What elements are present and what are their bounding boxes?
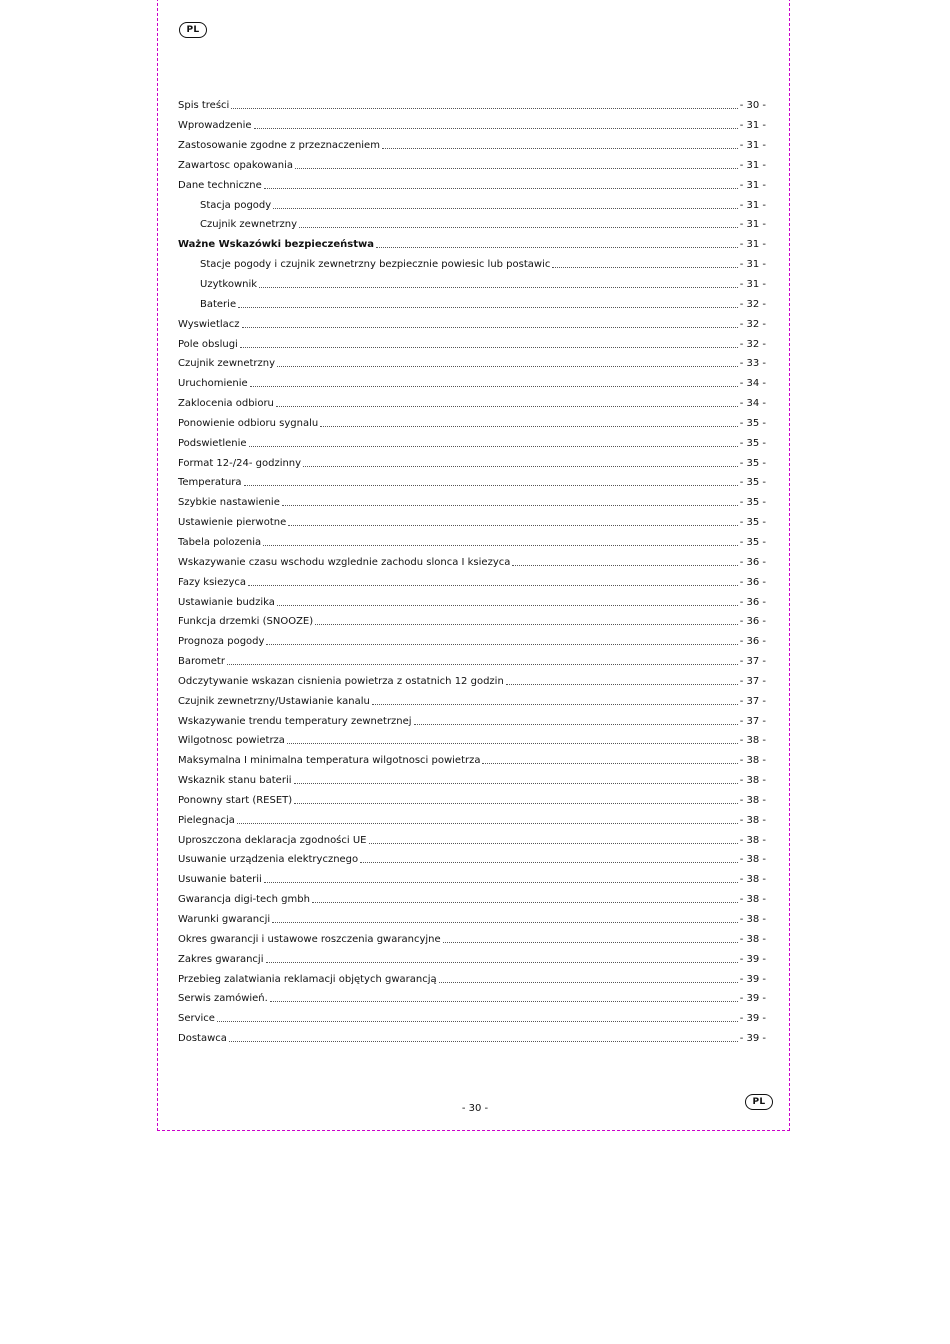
toc-entry-page: - 31 - xyxy=(739,120,766,132)
toc-entry-page: - 37 - xyxy=(739,715,766,727)
toc-dot-leader xyxy=(303,466,738,467)
toc-dot-leader xyxy=(249,446,738,447)
toc-entry-title: Wyswietlacz xyxy=(178,318,240,330)
toc-entry-page: - 31 - xyxy=(739,219,766,231)
toc-dot-leader xyxy=(250,386,738,387)
toc-entry-title: Serwis zamówień. xyxy=(178,993,268,1005)
toc-entry-page: - 35 - xyxy=(739,417,766,429)
toc-entry-title: Baterie xyxy=(200,298,237,310)
toc-entry-title: Wskazywanie trendu temperatury zewnetrznej xyxy=(178,715,412,727)
toc-entry[interactable] xyxy=(178,671,766,691)
toc-dot-leader xyxy=(287,743,738,744)
toc-entry-page: - 31 - xyxy=(739,279,766,291)
toc-entry[interactable] xyxy=(178,612,766,632)
toc-entry[interactable] xyxy=(178,711,766,731)
toc-entry[interactable] xyxy=(178,96,766,116)
toc-entry-title: Podswietlenie xyxy=(178,437,247,449)
toc-dot-leader xyxy=(263,545,738,546)
toc-entry[interactable] xyxy=(178,1029,766,1049)
toc-entry-title: Usuwanie baterii xyxy=(178,874,262,886)
toc-entry[interactable] xyxy=(178,156,766,176)
toc-entry-page: - 31 - xyxy=(739,259,766,271)
toc-entry-title: Prognoza pogody xyxy=(178,636,265,648)
toc-entry-page: - 39 - xyxy=(739,1033,766,1045)
toc-entry-title: Pole obslugi xyxy=(178,338,238,350)
toc-dot-leader xyxy=(315,624,738,625)
toc-dot-leader xyxy=(512,565,737,566)
toc-dot-leader xyxy=(360,862,738,863)
toc-entry[interactable] xyxy=(178,394,766,414)
toc-entry-title: Tabela polozenia xyxy=(178,536,262,548)
toc-entry-title: Wskaznik stanu baterii xyxy=(178,775,292,787)
toc-entry-page: - 33 - xyxy=(739,358,766,370)
toc-dot-leader xyxy=(482,763,737,764)
toc-entry-title: Temperatura xyxy=(178,477,242,489)
toc-dot-leader xyxy=(376,247,738,248)
toc-entry-page: - 38 - xyxy=(739,794,766,806)
toc-entry-title: Warunki gwarancji xyxy=(178,914,271,926)
toc-entry-title: Spis treści xyxy=(178,100,230,112)
toc-dot-leader xyxy=(320,426,737,427)
toc-dot-leader xyxy=(369,843,738,844)
toc-entry-page: - 32 - xyxy=(739,318,766,330)
toc-entry-page: - 36 - xyxy=(739,616,766,628)
toc-entry[interactable] xyxy=(178,850,766,870)
toc-entry-title: Okres gwarancji i ustawowe roszczenia gwarancyjne xyxy=(178,933,441,945)
toc-dot-leader xyxy=(443,942,738,943)
toc-entry-title: Dane techniczne xyxy=(178,179,262,191)
toc-dot-leader xyxy=(242,327,738,328)
toc-entry-page: - 38 - xyxy=(739,933,766,945)
toc-entry[interactable] xyxy=(178,969,766,989)
toc-dot-leader xyxy=(295,168,738,169)
toc-dot-leader xyxy=(282,505,738,506)
toc-dot-leader xyxy=(372,704,738,705)
toc-entry-page: - 38 - xyxy=(739,814,766,826)
toc-entry[interactable] xyxy=(178,592,766,612)
toc-dot-leader xyxy=(272,922,737,923)
toc-entry-page: - 32 - xyxy=(739,338,766,350)
toc-entry-page: - 37 - xyxy=(739,695,766,707)
toc-entry-page: - 39 - xyxy=(739,953,766,965)
toc-entry-title: Zaklocenia odbioru xyxy=(178,398,274,410)
toc-dot-leader xyxy=(552,267,737,268)
toc-entry-page: - 31 - xyxy=(739,199,766,211)
toc-entry[interactable] xyxy=(178,473,766,493)
toc-entry-page: - 32 - xyxy=(739,298,766,310)
toc-entry[interactable] xyxy=(178,1009,766,1029)
toc-entry-title: Gwarancja digi-tech gmbh xyxy=(178,894,310,906)
toc-entry-page: - 36 - xyxy=(739,636,766,648)
toc-entry-title: Service xyxy=(178,1013,215,1025)
toc-entry[interactable] xyxy=(178,572,766,592)
toc-entry-title: Zastosowanie zgodne z przeznaczeniem xyxy=(178,140,380,152)
toc-entry[interactable] xyxy=(178,255,766,275)
toc-entry-title: Barometr xyxy=(178,656,225,668)
toc-entry-page: - 38 - xyxy=(739,775,766,787)
toc-entry[interactable] xyxy=(178,374,766,394)
toc-dot-leader xyxy=(264,882,738,883)
toc-dot-leader xyxy=(312,902,738,903)
toc-entry[interactable] xyxy=(178,810,766,830)
toc-dot-leader xyxy=(382,148,738,149)
toc-dot-leader xyxy=(276,406,738,407)
table-of-contents xyxy=(178,96,766,1049)
toc-entry-page: - 36 - xyxy=(739,556,766,568)
toc-entry-title: Zakres gwarancji xyxy=(178,953,264,965)
toc-entry[interactable] xyxy=(178,136,766,156)
toc-entry-title: Usuwanie urządzenia elektrycznego xyxy=(178,854,359,866)
toc-entry-page: - 35 - xyxy=(739,517,766,529)
toc-dot-leader xyxy=(231,108,737,109)
toc-entry-title: Ustawienie pierwotne xyxy=(178,517,287,529)
toc-entry[interactable] xyxy=(178,294,766,314)
toc-dot-leader xyxy=(248,585,738,586)
toc-entry[interactable] xyxy=(178,334,766,354)
toc-entry-title: Wprowadzenie xyxy=(178,120,252,132)
toc-entry[interactable] xyxy=(178,414,766,434)
toc-entry-page: - 39 - xyxy=(739,1013,766,1025)
toc-entry-title: Zawartosc opakowania xyxy=(178,159,294,171)
toc-entry-title: Uruchomienie xyxy=(178,378,248,390)
toc-entry[interactable] xyxy=(178,771,766,791)
toc-entry[interactable] xyxy=(178,116,766,136)
toc-dot-leader xyxy=(244,485,738,486)
toc-dot-leader xyxy=(259,287,738,288)
toc-entry-title: Format 12-/24- godzinny xyxy=(178,457,302,469)
toc-dot-leader xyxy=(229,1041,738,1042)
toc-entry[interactable] xyxy=(178,910,766,930)
toc-dot-leader xyxy=(264,188,738,189)
toc-dot-leader xyxy=(294,783,738,784)
toc-entry-title: Stacja pogody xyxy=(200,199,272,211)
toc-entry-page: - 31 - xyxy=(739,140,766,152)
toc-entry-title: Ważne Wskazówki bezpieczeństwa xyxy=(178,239,374,251)
toc-dot-leader xyxy=(506,684,738,685)
toc-entry-page: - 35 - xyxy=(739,497,766,509)
toc-entry[interactable] xyxy=(178,175,766,195)
toc-entry-title: Wilgotnosc powietrza xyxy=(178,735,285,747)
toc-dot-leader xyxy=(237,823,738,824)
toc-entry[interactable] xyxy=(178,929,766,949)
toc-dot-leader xyxy=(294,803,738,804)
toc-entry[interactable] xyxy=(178,354,766,374)
toc-entry-page: - 37 - xyxy=(739,675,766,687)
page-number: - 30 - xyxy=(461,1103,489,1114)
toc-dot-leader xyxy=(439,982,738,983)
toc-entry[interactable] xyxy=(178,890,766,910)
toc-entry-title: Ustawianie budzika xyxy=(178,596,275,608)
toc-entry-title: Ponowienie odbioru sygnalu xyxy=(178,417,319,429)
toc-entry-page: - 34 - xyxy=(739,398,766,410)
toc-entry[interactable] xyxy=(178,791,766,811)
toc-entry-title: Czujnik zewnetrzny xyxy=(200,219,298,231)
toc-dot-leader xyxy=(414,724,738,725)
toc-entry-page: - 37 - xyxy=(739,656,766,668)
toc-entry-page: - 34 - xyxy=(739,378,766,390)
toc-dot-leader xyxy=(277,605,738,606)
toc-entry-page: - 30 - xyxy=(739,100,766,112)
toc-entry[interactable] xyxy=(178,235,766,255)
toc-entry[interactable] xyxy=(178,433,766,453)
toc-entry-page: - 38 - xyxy=(739,874,766,886)
toc-entry[interactable] xyxy=(178,195,766,215)
toc-entry[interactable] xyxy=(178,552,766,572)
toc-entry-title: Czujnik zewnetrzny xyxy=(178,358,276,370)
toc-entry-title: Czujnik zewnetrzny/Ustawianie kanalu xyxy=(178,695,370,707)
toc-entry-page: - 35 - xyxy=(739,536,766,548)
toc-entry-page: - 31 - xyxy=(739,239,766,251)
toc-dot-leader xyxy=(238,307,738,308)
toc-entry[interactable] xyxy=(178,314,766,334)
toc-entry[interactable] xyxy=(178,691,766,711)
toc-entry-title: Dostawca xyxy=(178,1033,227,1045)
toc-entry-page: - 38 - xyxy=(739,894,766,906)
toc-entry-page: - 31 - xyxy=(739,159,766,171)
toc-entry[interactable] xyxy=(178,533,766,553)
toc-dot-leader xyxy=(217,1021,738,1022)
toc-entry[interactable] xyxy=(178,949,766,969)
toc-entry-page: - 35 - xyxy=(739,477,766,489)
toc-entry-title: Przebieg zalatwiania reklamacji objętych gwarancją xyxy=(178,973,437,985)
toc-entry[interactable] xyxy=(178,215,766,235)
toc-entry-title: Ponowny start (RESET) xyxy=(178,794,293,806)
toc-entry-title: Szybkie nastawienie xyxy=(178,497,280,509)
toc-entry-title: Funkcja drzemki (SNOOZE) xyxy=(178,616,314,628)
toc-entry-page: - 38 - xyxy=(739,914,766,926)
toc-entry-title: Pielegnacja xyxy=(178,814,235,826)
toc-entry[interactable] xyxy=(178,493,766,513)
toc-entry-title: Uzytkownik xyxy=(200,279,258,291)
toc-entry-page: - 36 - xyxy=(739,576,766,588)
toc-entry-page: - 35 - xyxy=(739,457,766,469)
toc-entry-page: - 31 - xyxy=(739,179,766,191)
toc-entry-title: Odczytywanie wskazan cisnienia powietrza z ostatnich 12 godzin xyxy=(178,675,504,687)
toc-entry[interactable] xyxy=(178,275,766,295)
toc-entry-title: Uproszczona deklaracja zgodności UE xyxy=(178,834,367,846)
toc-entry-title: Maksymalna I minimalna temperatura wilgotnosci powietrza xyxy=(178,755,481,767)
toc-entry-page: - 38 - xyxy=(739,735,766,747)
toc-entry[interactable] xyxy=(178,870,766,890)
toc-dot-leader xyxy=(288,525,737,526)
toc-dot-leader xyxy=(266,962,738,963)
language-badge-top: PL xyxy=(179,22,207,38)
toc-dot-leader xyxy=(227,664,738,665)
toc-dot-leader xyxy=(299,227,738,228)
toc-dot-leader xyxy=(266,644,737,645)
toc-entry[interactable] xyxy=(178,989,766,1009)
toc-entry[interactable] xyxy=(178,830,766,850)
toc-entry[interactable] xyxy=(178,731,766,751)
toc-entry[interactable] xyxy=(178,632,766,652)
toc-entry-page: - 38 - xyxy=(739,834,766,846)
toc-entry-page: - 39 - xyxy=(739,973,766,985)
toc-dot-leader xyxy=(270,1001,738,1002)
toc-entry-page: - 38 - xyxy=(739,854,766,866)
toc-entry-title: Stacje pogody i czujnik zewnetrzny bezpiecznie powiesic lub postawic xyxy=(200,259,551,271)
toc-entry-title: Fazy ksiezyca xyxy=(178,576,247,588)
toc-entry-page: - 39 - xyxy=(739,993,766,1005)
toc-entry-title: Wskazywanie czasu wschodu wzglednie zachodu slonca I ksiezyca xyxy=(178,556,511,568)
toc-entry[interactable] xyxy=(178,513,766,533)
toc-entry[interactable] xyxy=(178,652,766,672)
toc-dot-leader xyxy=(273,208,738,209)
toc-entry-page: - 36 - xyxy=(739,596,766,608)
toc-entry-page: - 38 - xyxy=(739,755,766,767)
toc-dot-leader xyxy=(254,128,738,129)
toc-entry[interactable] xyxy=(178,751,766,771)
toc-entry-page: - 35 - xyxy=(739,437,766,449)
language-badge-bottom: PL xyxy=(745,1094,773,1110)
toc-dot-leader xyxy=(277,366,738,367)
toc-dot-leader xyxy=(240,347,738,348)
toc-entry[interactable] xyxy=(178,453,766,473)
